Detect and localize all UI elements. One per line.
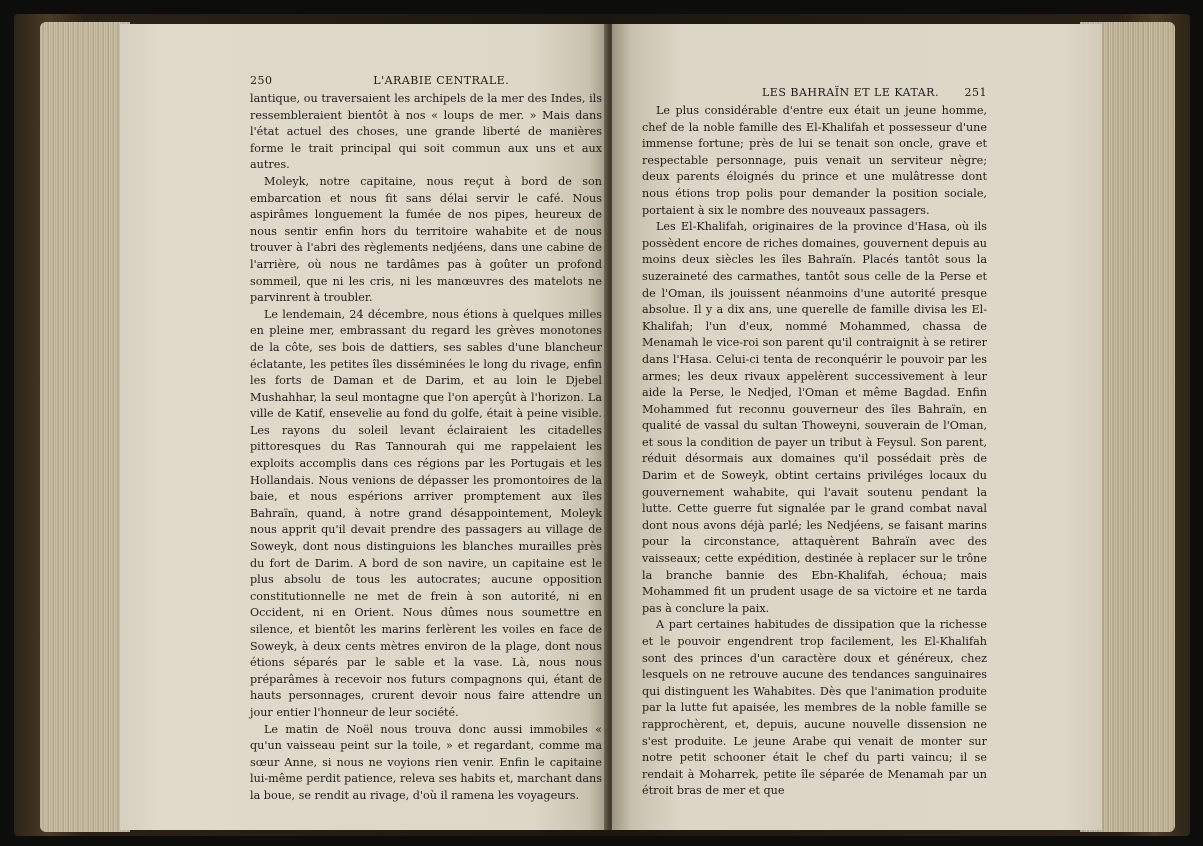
paragraph: Moleyk, notre capitaine, nous reçut à bord de son embarcation et nous fit sans délai servir le café. Nous aspirâmes longuement la fumée de nos pipes, heureux de nous sentir enfin hors du territoire wahabite et de nous trouver à l'abri des règlements nedjéens, dans une cabine de l'arrière, où nous ne tardâmes pas à goûter un profond sommeil, que ni les cris, ni les manœuvres des matelots ne parvinrent à troubler. (250, 174, 602, 305)
paragraph: A part certaines habitudes de dissipation que la richesse et le pouvoir engendrent trop facilement, les El-Khalifah sont des princes d'un caractère doux et généreux, chez lesquels on ne retrouve aucune des tendances sanguinaires qui distinguent les Wahabites. Dès que l'animation produite par la lutte fut apaisée, les membres de la noble famille se rapprochèrent, et, depuis, aucune nouvelle dissension ne s'est produite. Le jeune Arabe qui venait de monter sur notre petit schooner était le chef du parti vaincu; il se rendait à Moharrek, petite île séparée de Menamah par un étroit bras de mer et que (642, 618, 987, 798)
paragraph: lantique, ou traversaient les archipels de la mer des Indes, ils ressembleraient bientôt à nos « loups de mer. » Mais dans l'état actuel des choses, une grande liberté de manières forme le trait principal qui soit commun aux uns et aux autres. (250, 92, 602, 172)
left-page-header (250, 74, 610, 87)
right-page (612, 24, 1102, 830)
page-edges-left (40, 22, 130, 832)
right-page-text (642, 103, 987, 800)
paragraph: Les El-Khalifah, originaires de la province d'Hasa, où ils possèdent encore de riches domaines, gouvernent depuis au moins deux siècles les îles Bahraïn. Placés tantôt sous la suzeraineté des carmathes, tantôt sous celle de la Perse et de l'Oman, ils jouissent néanmoins d'une autorité presque absolue. Il y a dix ans, une querelle de famille divisa les El-Khalifah; l'un d'eux, nommé Mohammed, chassa de Menamah le vice-roi son parent qu'il contraignit à se retirer dans l'Hasa. Celui-ci tenta de reconquérir le pouvoir par les armes; les deux rivaux appelèrent successivement à leur aide la Perse, le Nedjed, l'Oman et même Bagdad. Enfin Mohammed fut reconnu gouverneur des îles Bahraïn, en qualité de vassal du sultan Thoweyni, souverain de l'Oman, et sous la condition de payer un tribut à Feysul. Son parent, réduit désormais aux domaines qu'il possédait près de Darim et de Soweyk, obtint certains priviléges locaux du gouvernement wahabite, qui l'avait soutenu pendant la lutte. Cette guerre fut signalée par le grand combat naval dont nous avons déjà parlé; les Nedjéens, se faisant marins pour la circonstance, attaquèrent Bahraïn avec des vaisseaux; cette expédition, destinée à replacer sur le trône la branche bannie des Ebn-Khalifah, échoua; mais Mohammed fit un prudent usage de sa victoire et ne tarda pas à conclure la paix. (642, 220, 987, 615)
left-page-text (250, 91, 602, 805)
paragraph: Le matin de Noël nous trouva donc aussi immobiles « qu'un vaisseau peint sur la toile, » et regardant, comme ma sœur Anne, si nous ne voyions rien venir. Enfin le capitaine lui-même perdit patience, releva ses habits et, marchant dans la boue, se rendit au rivage, d'où il ramena les voyageurs. (250, 722, 602, 802)
page-number: 251 (964, 86, 987, 99)
paragraph: Le lendemain, 24 décembre, nous étions à quelques milles en pleine mer, embrassant du regard les grèves monotones de la côte, ses bois de dattiers, ses sables d'une blancheur éclatante, les petites îles disséminées le long du rivage, enfin les forts de Daman et de Darim, et au loin le Djebel Mushahhar, la seul montagne que l'on aperçût à l'horizon. La ville de Katif, ensevelie au fond du golfe, était à peine visible. Les rayons du soleil levant éclairaient les citadelles pittoresques du Ras Tannourah qui me rappelaient les exploits accomplis dans ces régions par les Portugais et les Hollandais. Nous venions de dépasser les promontoires de la baie, et nous espérions arriver promptement aux îles Bahraïn, quand, à notre grand désappointement, Moleyk nous apprit qu'il devait prendre des passagers au village de Soweyk, dont nous distinguions les blanches murailles près du fort de Darim. A bord de son navire, un capitaine est le plus absolu de tous les autocrates; aucune opposition constitutionnelle ne met de frein à son autorité, ni en Occident, ni en Orient. Nous dûmes nous soumettre en silence, et bientôt les marins ferlèrent les voiles en face de Soweyk, à deux cents mètres environ de la plage, dont nous étions séparés par le sable et la vase. Là, nous nous préparâmes à recevoir nos futurs compagnons qui, étant de hauts personnages, crurent devoir nous faire attendre un jour entier l'honneur de leur société. (250, 307, 602, 719)
running-title: L'ARABIE CENTRALE. (373, 74, 510, 87)
running-title: LES BAHRAÏN ET LE KATAR. (762, 86, 939, 99)
paragraph: Le plus considérable d'entre eux était un jeune homme, chef de la noble famille des El-Khalifah et possesseur d'une immense fortune; près de lui se tenait son oncle, grave et respectable personnage, puis venait un serviteur nègre; deux parents éloignés du prince et une mulâtresse dont nous étions trop polis pour demander la position sociale, portaient à six le nombre des nouveaux passagers. (642, 104, 987, 217)
page-number: 250 (250, 74, 273, 87)
left-page (120, 24, 608, 830)
right-page-header (642, 86, 987, 99)
